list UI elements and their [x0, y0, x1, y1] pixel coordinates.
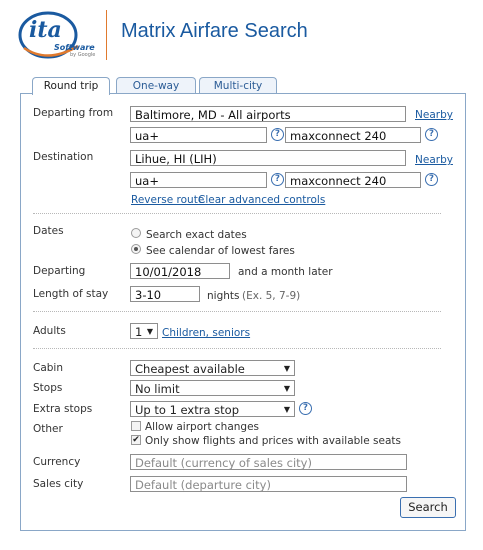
- dates-label: Dates: [33, 225, 64, 237]
- help-icon[interactable]: ?: [271, 173, 284, 186]
- calendar-radio[interactable]: [131, 244, 141, 254]
- nights-label: nights: [207, 290, 240, 302]
- departing-date-suffix: and a month later: [238, 266, 333, 278]
- ita-software-logo: [18, 8, 96, 63]
- destination-routing-input[interactable]: maxconnect 240: [285, 172, 421, 188]
- exact-dates-radio[interactable]: [131, 228, 141, 238]
- tab-round-trip[interactable]: Round trip: [32, 77, 110, 95]
- extra-stops-select[interactable]: [130, 401, 295, 417]
- stops-select[interactable]: [130, 380, 295, 396]
- reverse-route-link[interactable]: Reverse route: [131, 194, 205, 206]
- stops-label: Stops: [33, 382, 63, 394]
- logo-byline: by Google: [70, 52, 96, 58]
- stay-hint: (Ex. 5, 7-9): [242, 290, 301, 302]
- adults-label: Adults: [33, 325, 66, 337]
- departing-from-input[interactable]: Baltimore, MD - All airports: [130, 106, 406, 122]
- length-of-stay-label: Length of stay: [33, 288, 109, 300]
- exact-dates-label: Search exact dates: [146, 229, 247, 241]
- destination-carrier-input[interactable]: ua+: [130, 172, 267, 188]
- help-icon[interactable]: ?: [425, 173, 438, 186]
- other-label: Other: [33, 423, 63, 435]
- extra-stops-value: Up to 1 extra stop: [135, 403, 239, 417]
- chevron-down-icon: ▼: [283, 384, 290, 393]
- stops-value: No limit: [135, 382, 180, 396]
- adults-value: 1: [135, 325, 143, 339]
- section-divider: [33, 311, 441, 312]
- departing-from-label: Departing from: [33, 107, 114, 119]
- allow-airport-changes-checkbox[interactable]: [131, 421, 141, 431]
- tab-multi-city[interactable]: Multi-city: [199, 77, 277, 94]
- only-available-label: Only show flights and prices with available seats: [145, 435, 401, 447]
- departing-routing-input[interactable]: maxconnect 240: [285, 127, 421, 143]
- only-available-checkbox[interactable]: ✔: [132, 435, 140, 445]
- children-seniors-link[interactable]: Children, seniors: [162, 327, 251, 339]
- calendar-label: See calendar of lowest fares: [146, 245, 295, 257]
- destination-input[interactable]: Lihue, HI (LIH): [130, 150, 406, 166]
- sales-city-input[interactable]: Default (departure city): [130, 476, 407, 492]
- page-title: Matrix Airfare Search: [121, 20, 308, 42]
- help-icon[interactable]: ?: [271, 128, 284, 141]
- adults-select[interactable]: [130, 323, 158, 339]
- header-divider: [106, 10, 107, 60]
- clear-advanced-controls-link[interactable]: Clear advanced controls: [198, 194, 326, 206]
- help-icon[interactable]: ?: [425, 128, 438, 141]
- length-of-stay-input[interactable]: 3-10: [130, 286, 200, 302]
- departing-nearby-link[interactable]: Nearby: [415, 109, 453, 121]
- section-divider: [33, 213, 441, 214]
- currency-label: Currency: [33, 456, 81, 468]
- destination-nearby-link[interactable]: Nearby: [415, 154, 453, 166]
- chevron-down-icon: ▼: [146, 327, 153, 336]
- departing-carrier-input[interactable]: ua+: [130, 127, 267, 143]
- currency-input[interactable]: Default (currency of sales city): [130, 454, 407, 470]
- search-button[interactable]: Search: [400, 497, 456, 518]
- tab-one-way[interactable]: One-way: [116, 77, 196, 94]
- departing-date-label: Departing: [33, 265, 86, 277]
- extra-stops-label: Extra stops: [33, 403, 93, 415]
- cabin-select[interactable]: [130, 360, 295, 376]
- destination-label: Destination: [33, 151, 94, 163]
- allow-airport-changes-label: Allow airport changes: [145, 421, 260, 433]
- departing-date-input[interactable]: 10/01/2018: [130, 263, 230, 279]
- chevron-down-icon: ▼: [283, 364, 290, 373]
- section-divider: [33, 348, 441, 349]
- logo-subtext: Software: [54, 43, 95, 52]
- chevron-down-icon: ▼: [283, 405, 290, 414]
- help-icon[interactable]: ?: [299, 402, 312, 415]
- cabin-label: Cabin: [33, 362, 64, 374]
- sales-city-label: Sales city: [33, 478, 84, 490]
- logo-text: ita: [29, 17, 62, 43]
- cabin-value: Cheapest available: [135, 362, 245, 376]
